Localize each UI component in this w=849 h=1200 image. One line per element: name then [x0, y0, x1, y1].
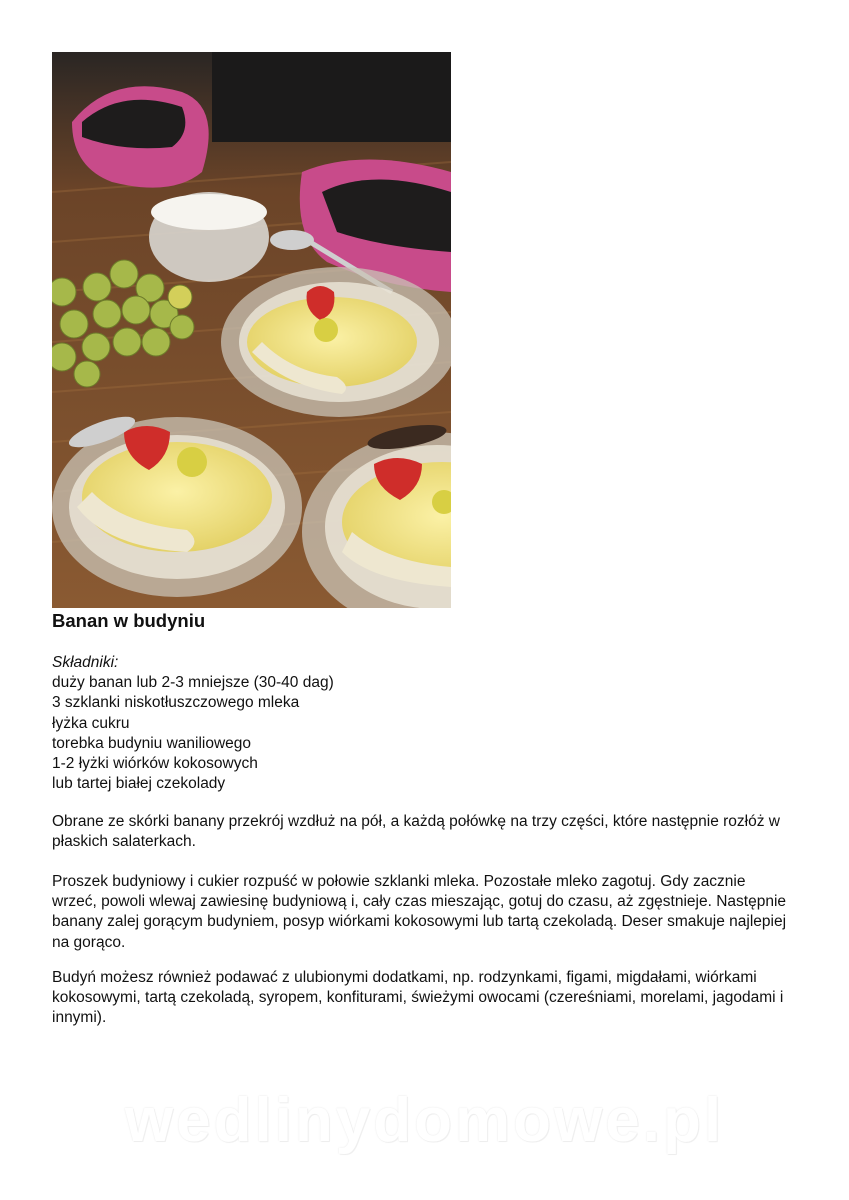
ingredient-item: duży banan lub 2-3 mniejsze (30-40 dag) [52, 674, 334, 692]
ingredients-section [52, 653, 334, 794]
instruction-paragraph-1: Obrane ze skórki banany przekrój wzdłuż na pół, a każdą połówkę na trzy części, które następnie rozłóż w płaskich salaterkach. [52, 813, 780, 851]
site-watermark: wedlinydomowe.pl [124, 1086, 725, 1155]
recipe-title: Banan w budyniu [52, 610, 206, 631]
dessert-photo [52, 52, 451, 608]
ingredient-item: torebka budyniu waniliowego [52, 734, 252, 752]
ingredient-item: łyżka cukru [52, 714, 130, 732]
ingredient-item: lub tartej białej czekolady [52, 775, 226, 793]
instruction-paragraph-3: Budyń możesz również podawać z ulubionymi dodatkami, np. rodzynkami, figami, migdałami, wiórkami kokosowymi, tartą czekoladą, syropem, konfiturami, świeżymi owocami (czereśniami, morelami, jagodami i innymi). [52, 969, 784, 1027]
ingredient-item: 1-2 łyżki wiórków kokosowych [52, 755, 258, 773]
ingredient-item: 3 szklanki niskotłuszczowego mleka [52, 694, 300, 712]
banana-pudding-image [52, 52, 451, 608]
ingredients-label: Składniki: [52, 654, 119, 671]
instruction-paragraph-2: Proszek budyniowy i cukier rozpuść w połowie szklanki mleka. Pozostałe mleko zagotuj. Gdy zacznie wrzeć, powoli wlewaj zawiesinę budyniową i, cały czas mieszając, gotuj do czasu, aż zgęstnieje. Następnie banany zalej gorącym budyniem, posyp wiórkami kokosowymi lub tartą czekoladą. Deser smakuje najlepiej na gorąco. [52, 873, 787, 951]
